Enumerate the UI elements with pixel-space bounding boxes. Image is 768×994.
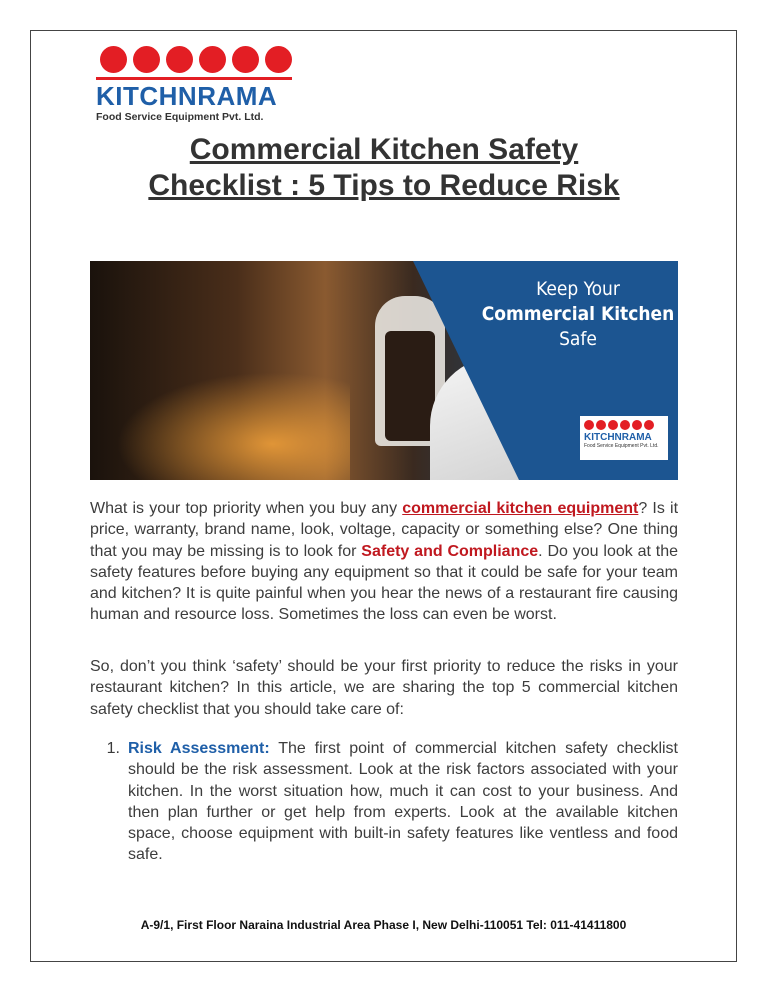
- intro-text-b: ? Is it price, warranty, brand name, look, voltage, capacity or something else? One thing that you may be missing is to look for: [90, 500, 679, 560]
- banner-logo-dots: [584, 420, 664, 430]
- banner-line-1: Keep Your: [536, 278, 620, 300]
- list-item: [90, 738, 678, 866]
- logo-dot: [133, 46, 160, 73]
- list-item-text: The first point of commercial kitchen safety checklist should be the risk assessment. Look at the risk factors associated with your kitchen. In the worst situation how, much it can cost to your business. And then plan further or get help from experts. Look at the available kitchen space, choose equipment with built-in safety features like ventless and food safe.: [128, 740, 679, 864]
- hero-banner: [90, 261, 678, 480]
- intro-text-c: . Do you look at the safety features before buying any equipment so that it could be safe for your team and kitchen? It is quite painful when you hear the news of a restaurant fire causing human and resource loss. Sometimes the loss can even be worst.: [90, 542, 679, 624]
- commercial-kitchen-equipment-link[interactable]: commercial kitchen equipment: [402, 500, 639, 517]
- logo-dot: [100, 46, 127, 73]
- title-line-1: Commercial Kitchen Safety: [189, 133, 579, 166]
- page-footer: A-9/1, First Floor Naraina Industrial Area Phase I, New Delhi-110051 Tel: 011-41411800: [140, 918, 627, 932]
- banner-logo: [580, 416, 668, 460]
- banner-line-2: Commercial Kitchen: [481, 303, 675, 325]
- second-paragraph: So, don’t you think ‘safety’ should be your first priority to reduce the risks in your restaurant kitchen? In this article, we are sharing the top 5 commercial kitchen safety checklist that you should take care of:: [90, 658, 678, 718]
- logo-dot: [265, 46, 292, 73]
- logo-dot: [199, 46, 226, 73]
- title-line-2: Checklist : 5 Tips to Reduce Risk: [148, 169, 620, 202]
- logo-brand: KITCHNRAMA: [96, 77, 292, 110]
- chef-apron: [385, 331, 435, 441]
- logo-dot: [166, 46, 193, 73]
- stove-glow: [90, 360, 350, 480]
- company-logo: [96, 46, 301, 123]
- intro-text-a: What is your top priority when you buy any: [90, 500, 403, 517]
- safety-compliance-highlight: Safety and Compliance: [361, 542, 539, 560]
- list-item-number: 1.: [106, 740, 120, 757]
- list-item-body: [128, 738, 678, 866]
- logo-dots: [100, 46, 301, 73]
- logo-subtitle: Food Service Equipment Pvt. Ltd.: [96, 111, 264, 123]
- checklist: [90, 738, 678, 866]
- banner-line-3: Safe: [559, 328, 597, 350]
- banner-text: [478, 277, 678, 352]
- list-item-heading: Risk Assessment:: [128, 740, 270, 757]
- logo-dot: [232, 46, 259, 73]
- intro-paragraph: [90, 498, 678, 626]
- banner-logo-brand: KITCHNRAMA: [584, 432, 652, 443]
- banner-logo-subtitle: Food Service Equipment Pvt. Ltd.: [584, 443, 659, 449]
- page-title: [60, 132, 708, 204]
